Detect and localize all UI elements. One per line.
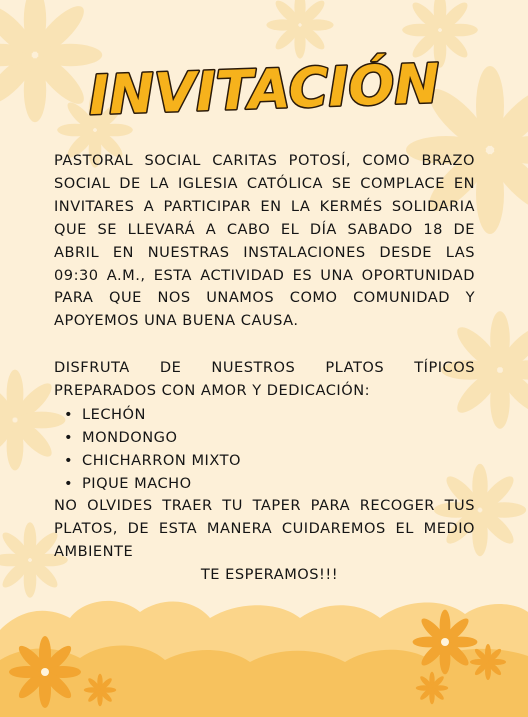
list-item [64,472,475,495]
intro-paragraph: PASTORAL SOCIAL CARITAS POTOSÍ, COMO BRAZO SOCIAL DE LA IGLESIA CATÓLICA SE COMPLACE EN INVITARES A PARTICIPAR EN LA KERMÉS SOLIDARIA QUE SE LLEVARÁ A CABO EL DÍA SABADO 18 DE ABRIL EN NUESTRAS INSTALACIONES DESDE LAS 09:30 A.M., ESTA ACTIVIDAD ES UNA OPORTUNIDAD PARA QUE NOS UNAMOS COMO COMUNIDAD Y APOYEMOS UNA BUENA CAUSA. [54,152,475,330]
list-item [64,449,475,472]
bullet-icon: • [64,406,74,424]
title-text: INVITACIÓN [87,51,441,128]
bullet-icon: • [64,429,74,447]
page-title [0,40,528,130]
bullet-icon: • [64,475,74,493]
dish-name: CHICHARRON MIXTO [82,452,241,470]
dishes-list [54,403,475,495]
closing-text: TE ESPERAMOS!!! [200,565,339,583]
list-item [64,403,475,426]
bullet-icon: • [64,452,74,470]
spacer [54,333,475,357]
reminder-paragraph: NO OLVIDES TRAER TU TAPER PARA RECOGER TUS PLATOS, DE ESTA MANERA CUIDAREMOS EL MEDIO AMBIENTE [54,497,475,560]
list-item [64,426,475,449]
invitation-body [54,150,475,587]
dish-name: PIQUE MACHO [82,475,192,493]
dishes-intro: DISFRUTA DE NUESTROS PLATOS TÍPICOS PREPARADOS CON AMOR Y DEDICACIÓN: [54,359,475,400]
dish-name: MONDONGO [82,429,178,447]
dish-name: LECHÓN [82,406,146,424]
